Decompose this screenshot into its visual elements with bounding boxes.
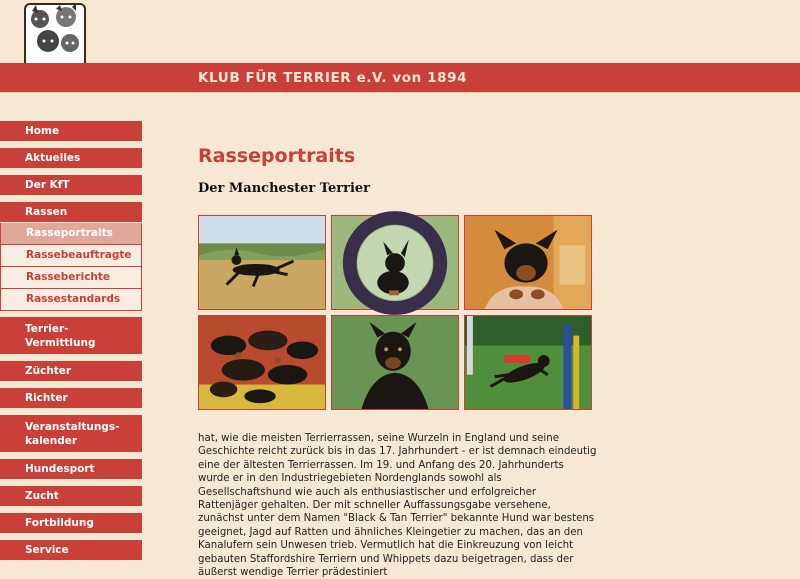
sidebar-nav xyxy=(0,121,142,567)
nav-veranstaltungskalender[interactable] xyxy=(0,415,142,453)
page-title: Rasseportraits xyxy=(198,145,356,167)
nav-zucht[interactable]: Zucht xyxy=(0,486,142,507)
breed-description: hat, wie die meisten Terrierrassen, seine Wurzeln in England und seine Geschichte reicht zurück bis in das 17. Jahrhundert - er ist demnach eindeutig eine der ältesten Terrierrassen. Im 19. und Anfang des 20. Jahrhunderts wurde er in den Industriegebieten Nordenglands sowohl als Gesellschaftshund wie auch als enthusiastischer und erfolgreicher Rattenjäger gehalten. Der mit schneller Auffassungsgabe versehene, zunächst unter dem Namen "Black & Tan Terrier" bekannte Hund war bestens geeignet, Jagd auf Ratten und ähnliches Kleingetier zu machen, das an den Kanalufern sein Unwesen trieb. Vermutlich hat die Einkreuzung von leicht gebauten Staffordshire Terriern und Whippets dazu beigetragen, dass der äußerst wendige Terrier prädestiniert xyxy=(198,433,597,579)
gallery-photo-running-dog[interactable] xyxy=(198,215,326,310)
nav-fortbildung[interactable]: Fortbildung xyxy=(0,513,142,534)
nav-vermittlung-line2: Vermittlung xyxy=(25,337,96,349)
nav-vermittlung-line1: Terrier- xyxy=(25,323,69,335)
nav-zuechter[interactable]: Züchter xyxy=(0,361,142,382)
header-banner xyxy=(0,63,800,92)
nav-der-kft[interactable]: Der KfT xyxy=(0,175,142,196)
nav-rassen[interactable]: Rassen xyxy=(0,202,142,223)
main-content xyxy=(198,145,598,196)
breed-title: Der Manchester Terrier xyxy=(198,181,371,196)
nav-rassen-group xyxy=(0,202,142,311)
nav-home[interactable]: Home xyxy=(0,121,142,142)
nav-sub-rasseportraits[interactable]: Rasseportraits xyxy=(0,223,142,245)
gallery-photo-agility[interactable] xyxy=(464,315,592,410)
terrier-heads-icon xyxy=(26,5,84,67)
gallery-photo-puppy-litter[interactable] xyxy=(198,315,326,410)
gallery-photo-tire-jump[interactable] xyxy=(331,215,459,310)
nav-terrier-vermittlung[interactable] xyxy=(0,317,142,355)
nav-aktuelles[interactable]: Aktuelles xyxy=(0,148,142,169)
nav-kalender-line2: kalender xyxy=(25,435,78,447)
nav-sub-rassestandards[interactable]: Rassestandards xyxy=(0,289,142,311)
gallery-photo-puppy-held[interactable] xyxy=(464,215,592,310)
nav-sub-rasseberichte[interactable]: Rasseberichte xyxy=(0,267,142,289)
gallery-photo-portrait[interactable] xyxy=(331,315,459,410)
nav-service[interactable]: Service xyxy=(0,540,142,561)
nav-kalender-line1: Veranstaltungs- xyxy=(25,421,120,433)
nav-richter[interactable]: Richter xyxy=(0,388,142,409)
site-title: KLUB FÜR TERRIER e.V. von 1894 xyxy=(198,70,468,86)
nav-hundesport[interactable]: Hundesport xyxy=(0,459,142,480)
nav-sub-rassebeauftragte[interactable]: Rassebeauftragte xyxy=(0,245,142,267)
header-divider xyxy=(0,92,800,93)
